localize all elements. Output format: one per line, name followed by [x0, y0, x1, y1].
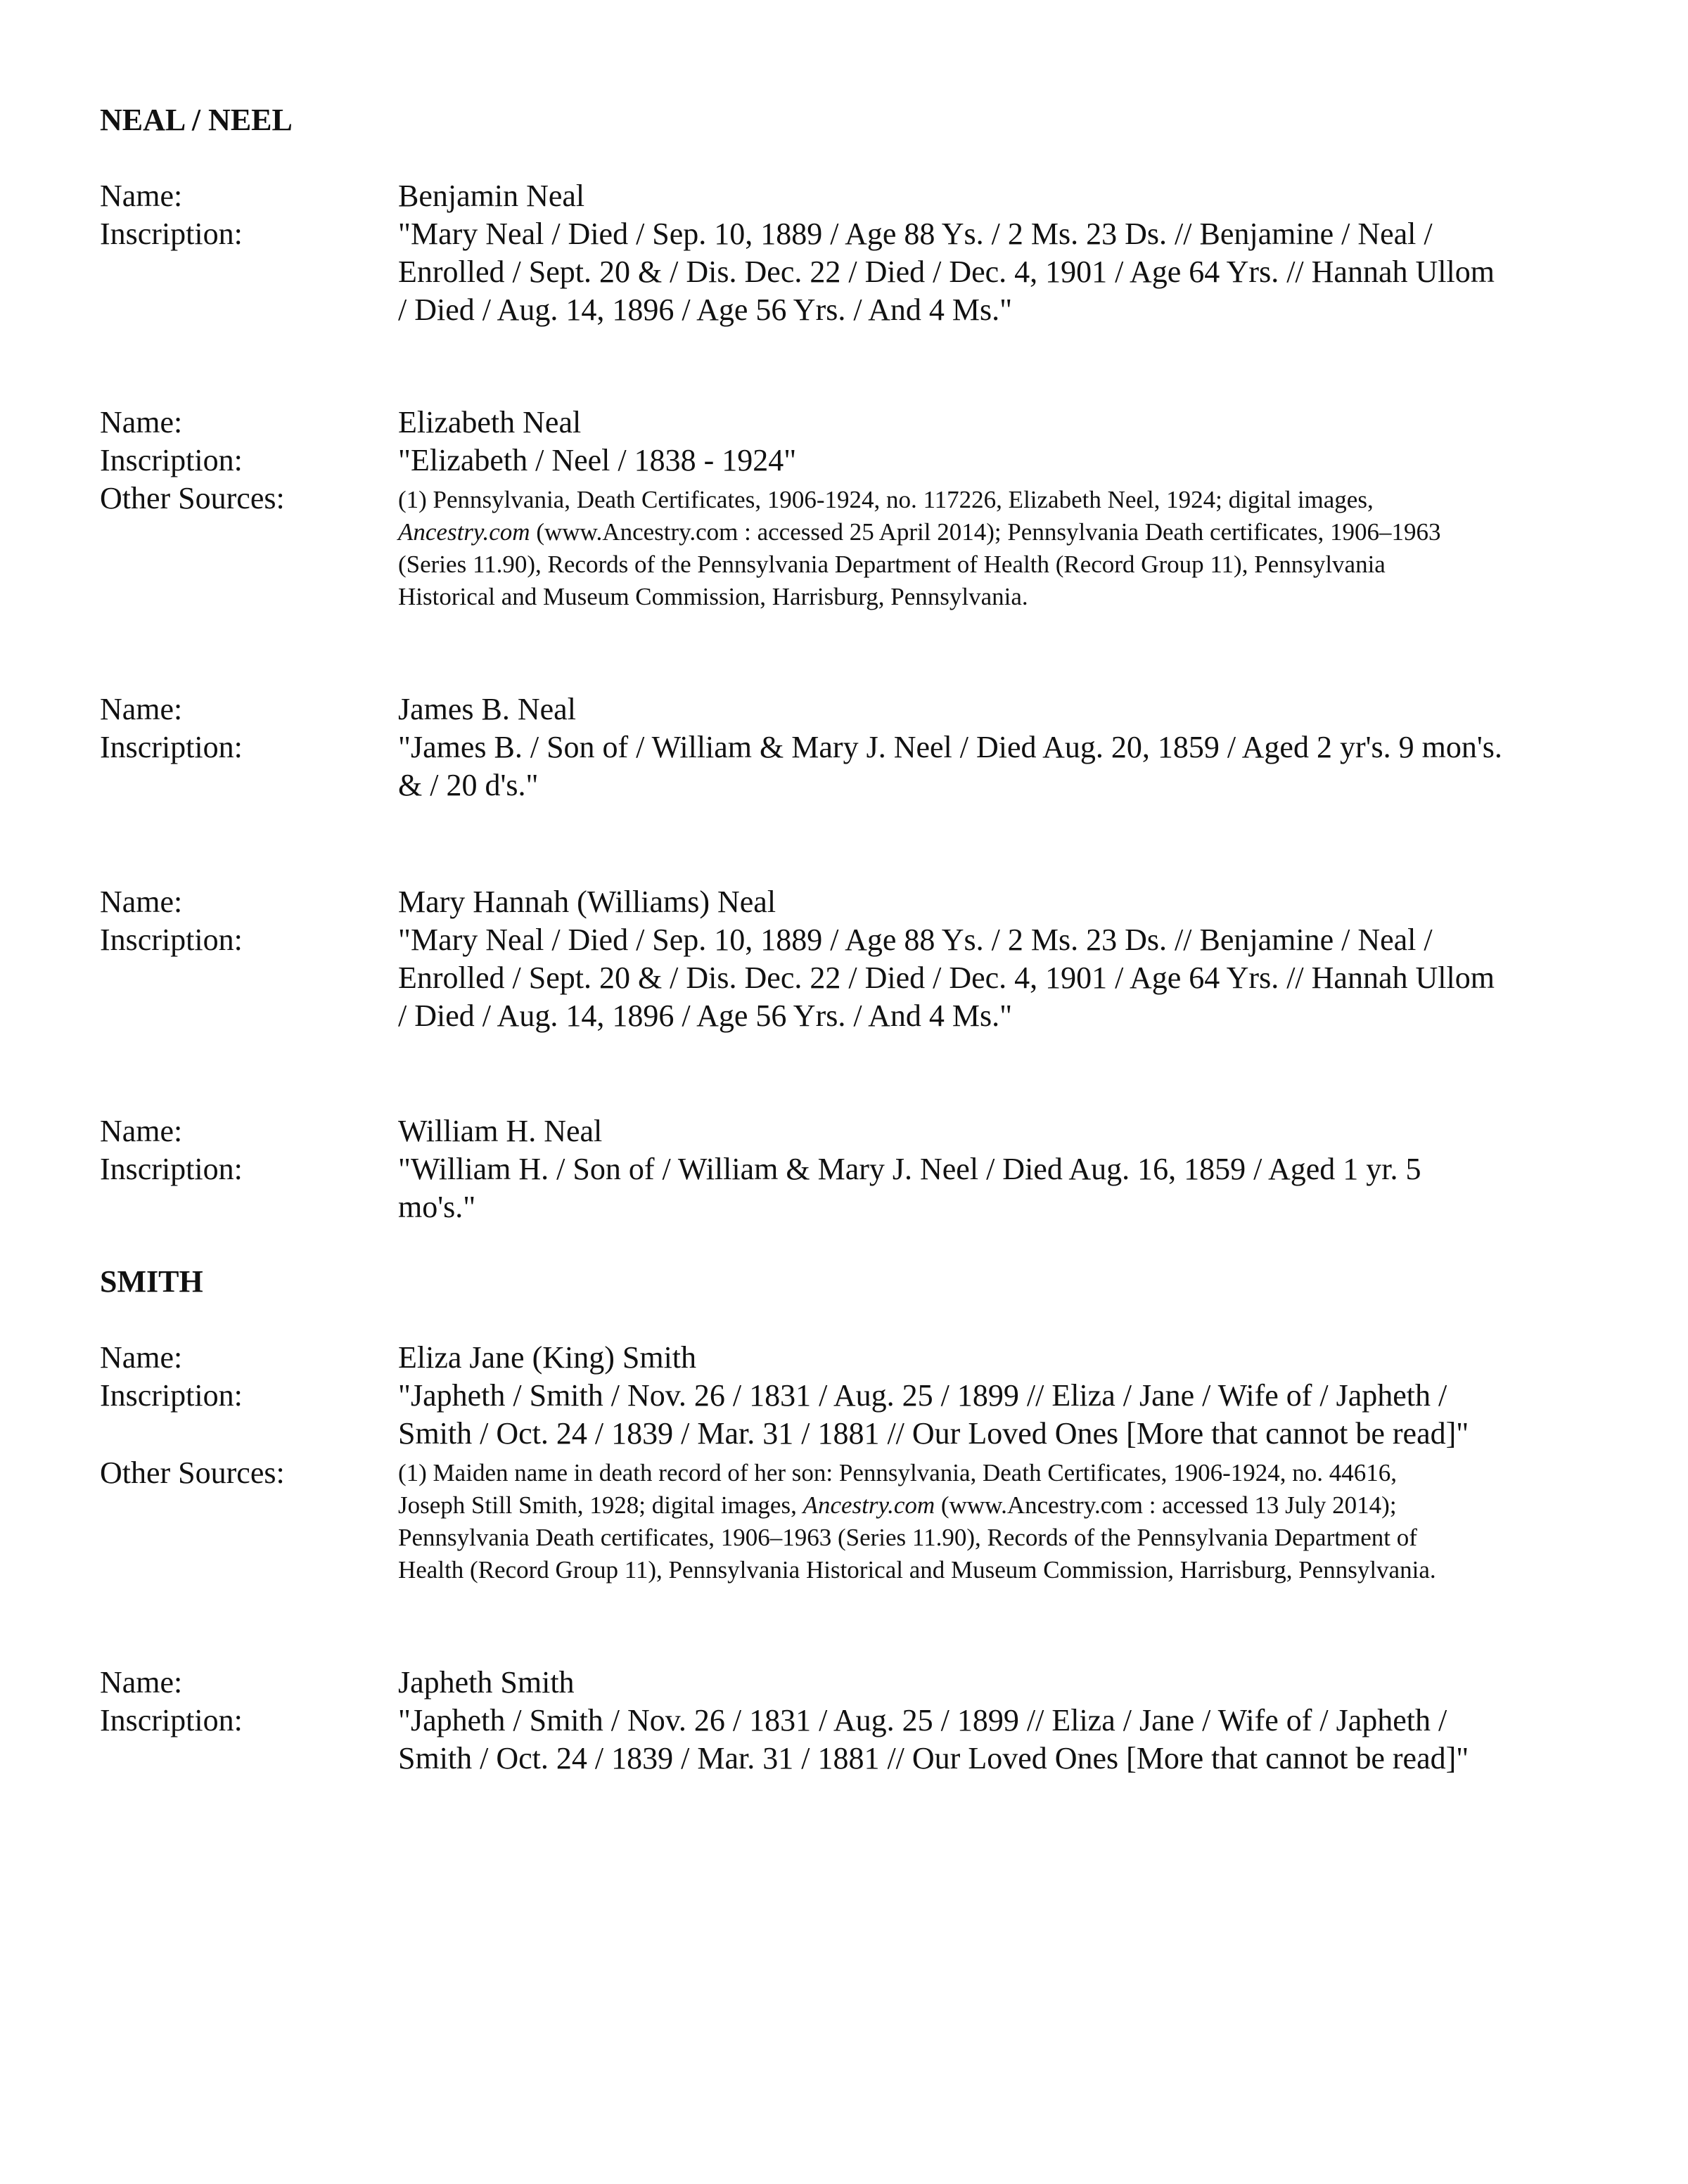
inscription-label: Inscription:: [100, 1378, 243, 1413]
inscription-text: [398, 442, 1594, 480]
source-line: (1) Maiden name in death record of her son: Pennsylvania, Death Certificates, 1906-1924, no. 44616,: [398, 1459, 1398, 1486]
inscription-text: [398, 215, 1594, 329]
source-site-name: Ancestry.com: [803, 1491, 935, 1519]
person-name: Mary Hannah (Williams) Neal: [398, 885, 776, 919]
inscription-line: / Died / Aug. 14, 1896 / Age 56 Yrs. / And 4 Ms.": [398, 293, 1013, 327]
inscription-line: Smith / Oct. 24 / 1839 / Mar. 31 / 1881 // Our Loved Ones [More that cannot be read]": [398, 1741, 1469, 1775]
source-site-name: Ancestry.com: [398, 518, 530, 546]
source-line: (Series 11.90), Records of the Pennsylvania Department of Health (Record Group 11), Pennsylvania: [398, 551, 1386, 578]
person-name: William H. Neal: [398, 1114, 603, 1148]
name-label: Name:: [100, 885, 183, 919]
inscription-text: [398, 921, 1594, 1035]
inscription-line: Enrolled / Sept. 20 & / Dis. Dec. 22 / Died / Dec. 4, 1901 / Age 64 Yrs. // Hannah Ullom: [398, 961, 1495, 995]
inscription-label: Inscription:: [100, 217, 243, 251]
other-sources-text: [398, 484, 1594, 613]
inscription-line: & / 20 d's.": [398, 768, 539, 802]
inscription-line: Smith / Oct. 24 / 1839 / Mar. 31 / 1881 // Our Loved Ones [More that cannot be read]": [398, 1416, 1469, 1451]
inscription-label: Inscription:: [100, 1703, 243, 1737]
inscription-line: "Mary Neal / Died / Sep. 10, 1889 / Age 88 Ys. / 2 Ms. 23 Ds. // Benjamine / Neal /: [398, 923, 1433, 957]
other-sources-text: [398, 1457, 1594, 1586]
source-line: Health (Record Group 11), Pennsylvania Historical and Museum Commission, Harrisburg, Pennsylvania.: [398, 1556, 1436, 1584]
inscription-line: "James B. / Son of / William & Mary J. Neel / Died Aug. 20, 1859 / Aged 2 yr's. 9 mon's.: [398, 730, 1502, 764]
inscription-label: Inscription:: [100, 443, 243, 477]
other-sources-label: Other Sources:: [100, 481, 285, 515]
source-line: Joseph Still Smith, 1928; digital images, Ancestry.com (www.Ancestry.com : accessed 13 July 2014);: [398, 1491, 1397, 1519]
inscription-line: "William H. / Son of / William & Mary J. Neel / Died Aug. 16, 1859 / Aged 1 yr. 5: [398, 1152, 1421, 1186]
person-name: James B. Neal: [398, 692, 576, 726]
source-line: (1) Pennsylvania, Death Certificates, 1906-1924, no. 117226, Elizabeth Neel, 1924; digital images,: [398, 486, 1374, 513]
inscription-line: mo's.": [398, 1190, 476, 1224]
person-name: Japheth Smith: [398, 1665, 575, 1700]
inscription-text: [398, 1702, 1594, 1778]
name-label: Name:: [100, 1114, 183, 1148]
name-label: Name:: [100, 1665, 183, 1700]
person-name: Elizabeth Neal: [398, 405, 582, 439]
inscription-label: Inscription:: [100, 730, 243, 764]
inscription-text: [398, 728, 1594, 804]
inscription-text: [398, 1150, 1594, 1226]
name-label: Name:: [100, 405, 183, 439]
inscription-label: Inscription:: [100, 923, 243, 957]
person-name: Benjamin Neal: [398, 179, 585, 213]
inscription-text: [398, 1377, 1594, 1453]
inscription-line: "Elizabeth / Neel / 1838 - 1924": [398, 443, 797, 477]
inscription-line: "Mary Neal / Died / Sep. 10, 1889 / Age 88 Ys. / 2 Ms. 23 Ds. // Benjamine / Neal /: [398, 217, 1433, 251]
inscription-line: "Japheth / Smith / Nov. 26 / 1831 / Aug. 25 / 1899 // Eliza / Jane / Wife of / Japheth /: [398, 1378, 1447, 1413]
surname-heading: NEAL / NEEL: [100, 103, 293, 137]
inscription-line: "Japheth / Smith / Nov. 26 / 1831 / Aug. 25 / 1899 // Eliza / Jane / Wife of / Japheth /: [398, 1703, 1447, 1737]
source-line: Pennsylvania Death certificates, 1906–1963 (Series 11.90), Records of the Pennsylvania Department of: [398, 1524, 1417, 1551]
name-label: Name:: [100, 179, 183, 213]
inscription-line: / Died / Aug. 14, 1896 / Age 56 Yrs. / And 4 Ms.": [398, 998, 1013, 1033]
source-line: Ancestry.com (www.Ancestry.com : accessed 25 April 2014); Pennsylvania Death certificates, 1906–1963: [398, 518, 1441, 546]
name-label: Name:: [100, 692, 183, 726]
name-label: Name:: [100, 1340, 183, 1375]
person-name: Eliza Jane (King) Smith: [398, 1340, 697, 1375]
inscription-line: Enrolled / Sept. 20 & / Dis. Dec. 22 / Died / Dec. 4, 1901 / Age 64 Yrs. // Hannah Ullom: [398, 255, 1495, 289]
other-sources-label: Other Sources:: [100, 1456, 285, 1490]
source-line: Historical and Museum Commission, Harrisburg, Pennsylvania.: [398, 583, 1028, 610]
inscription-label: Inscription:: [100, 1152, 243, 1186]
surname-heading: SMITH: [100, 1264, 203, 1299]
